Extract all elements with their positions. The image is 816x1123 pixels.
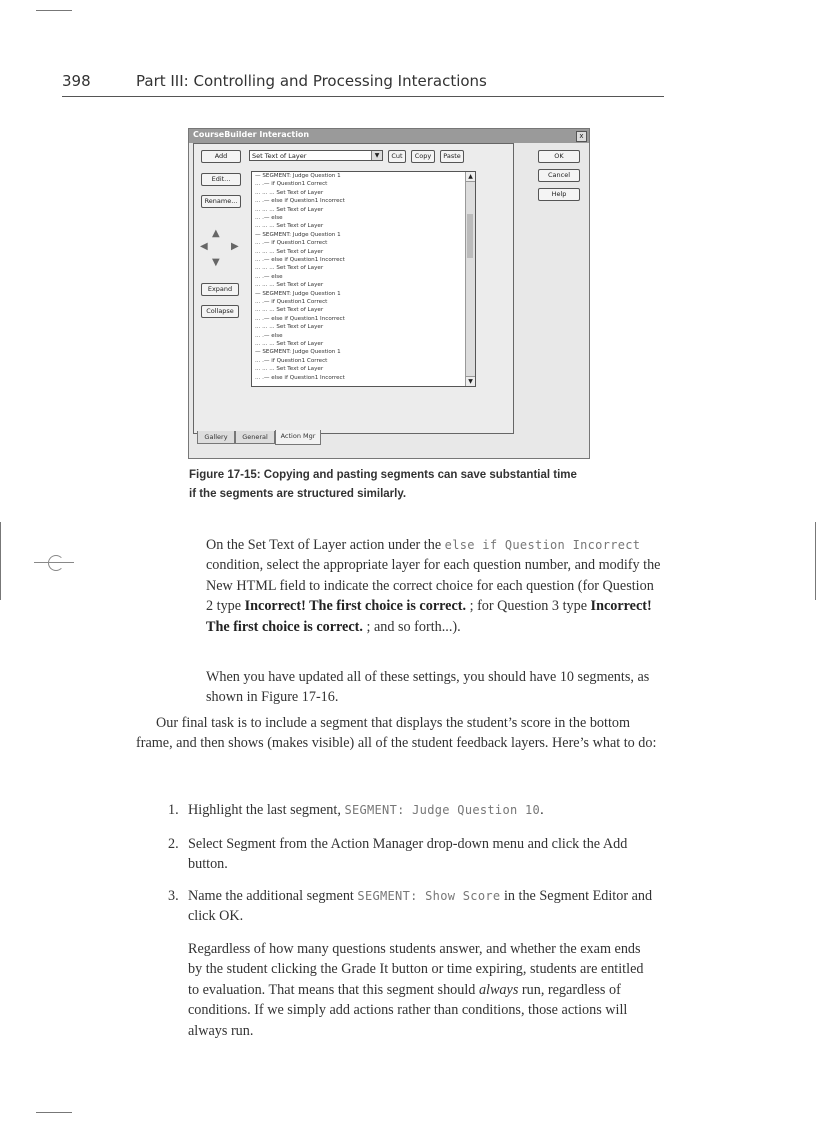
move-up-icon[interactable]: ▲ — [212, 228, 220, 239]
tree-row[interactable]: ... ... ... Set Text of Layer — [255, 248, 324, 255]
caption-line: if the segments are structured similarly. — [189, 488, 407, 500]
tree-row[interactable]: ... .— else if Question1 Incorrect — [255, 315, 345, 322]
step-text: Select Segment from the Action Manager drop-down menu and click the Add button. — [188, 836, 628, 873]
text-run: ; and so forth...). — [362, 618, 461, 635]
bold-run: Incorrect! The first choice is correct. — [206, 598, 652, 635]
code-run: else if Question Incorrect — [444, 538, 641, 552]
tree-row[interactable]: — SEGMENT: Judge Question 1 — [255, 349, 341, 356]
code-run: SEGMENT: Show Score — [357, 889, 501, 903]
help-button[interactable]: Help — [538, 188, 580, 201]
text-run: . — [540, 802, 544, 818]
caption-line: Figure 17-15: Copying and pasting segments can save substantial time — [189, 469, 577, 481]
body-paragraph: Our final task is to include a segment that displays the student’s score in the bottom frame, and then shows (makes visible) all of the student feedback layers. Here’s what to do: — [136, 715, 657, 752]
step-number: 1. — [168, 802, 179, 818]
list-item — [168, 834, 648, 873]
tab-general[interactable]: General — [235, 431, 275, 444]
tree-row[interactable]: ... .— else if Question1 Incorrect — [255, 198, 345, 205]
move-left-icon[interactable]: ◀ — [200, 241, 208, 252]
tree-row[interactable]: ... ... ... Set Text of Layer — [255, 324, 324, 331]
tree-row[interactable]: ... .— if Question1 Correct — [255, 357, 328, 364]
tree-row[interactable]: ... ... ... Set Text of Layer — [255, 366, 324, 373]
scroll-thumb[interactable] — [467, 214, 473, 258]
tree-scrollbar[interactable] — [465, 172, 475, 386]
list-item — [168, 886, 653, 925]
text-run: in the Segment Editor and click OK. — [188, 888, 653, 925]
tree-row[interactable]: ... .— else — [255, 273, 283, 280]
list-item — [168, 800, 648, 820]
expand-button[interactable]: Expand — [201, 283, 239, 296]
tree-row[interactable]: ... .— else — [255, 332, 283, 339]
page-number: 398 — [62, 72, 91, 90]
tree-row[interactable]: ... ... ... Set Text of Layer — [255, 206, 324, 213]
tab-action-mgr[interactable]: Action Mgr — [275, 430, 321, 445]
text-run: Highlight the last segment, — [188, 802, 345, 818]
tree-row[interactable]: — SEGMENT: Judge Question 1 — [255, 173, 341, 179]
tree-row[interactable]: ... ... ... Set Text of Layer — [255, 265, 324, 272]
scroll-up-icon[interactable]: ▲ — [466, 172, 475, 182]
text-run: condition, select the appropriate layer for each question number, and modify the New HTML field to indicate the correct choice for each question (for Question 2 type — [206, 557, 661, 615]
tree-row[interactable]: ... .— else if Question1 Incorrect — [255, 257, 345, 263]
tree-row[interactable]: ... ... ... Set Text of Layer — [255, 282, 324, 289]
coursebuilder-dialog — [188, 128, 590, 459]
italic-run: always — [478, 981, 519, 998]
action-select[interactable] — [249, 150, 383, 161]
cancel-button[interactable]: Cancel — [538, 169, 580, 182]
tree-row[interactable]: ... ... ... Set Text of Layer — [255, 307, 324, 314]
part-title: Part III: Controlling and Processing Interactions — [136, 72, 487, 90]
tab-gallery[interactable]: Gallery — [197, 431, 235, 444]
tree-row[interactable]: — SEGMENT: Judge Question 1 — [255, 231, 341, 238]
body-paragraph — [206, 535, 661, 637]
text-run: ; for Question 3 type — [466, 598, 591, 615]
ok-button[interactable]: OK — [538, 150, 580, 163]
cut-button[interactable]: Cut — [388, 150, 406, 163]
registration-mark — [34, 552, 74, 572]
move-right-icon[interactable]: ▶ — [231, 241, 239, 252]
close-icon[interactable]: x — [576, 131, 587, 142]
figure-caption — [189, 466, 609, 504]
text-run: run, regardless of conditions. If we simply add actions rather than conditions, those actions will always run. — [188, 981, 628, 1039]
edit-button[interactable]: Edit... — [201, 173, 241, 186]
collapse-button[interactable]: Collapse — [201, 305, 239, 318]
dialog-titlebar — [189, 129, 589, 143]
tree-row[interactable]: ... .— if Question1 Correct — [255, 181, 328, 188]
crop-mark — [36, 10, 72, 11]
action-select-value: Set Text of Layer — [252, 152, 307, 160]
tree-row[interactable]: ... ... ... Set Text of Layer — [255, 341, 324, 347]
tree-row[interactable]: ... ... ... Set Text of Layer — [255, 189, 324, 196]
step-number: 2. — [168, 836, 179, 852]
scroll-down-icon[interactable]: ▼ — [466, 376, 475, 386]
paste-button[interactable]: Paste — [440, 150, 464, 163]
text-run: Regardless of how many questions students answer, and whether the exam ends by the student clicking the Grade It button or time expiring, students are entitled to evaluation. That means that this segment should — [188, 941, 644, 998]
tree-row[interactable]: ... .— else — [255, 215, 283, 221]
crop-mark — [36, 1112, 72, 1113]
tree-row[interactable]: ... .— if Question1 Correct — [255, 299, 328, 305]
text-run: On the Set Text of Layer action under the — [206, 537, 445, 553]
tree-row[interactable]: ... .— if Question1 Correct — [255, 240, 328, 247]
copy-button[interactable]: Copy — [411, 150, 435, 163]
step-number: 3. — [168, 888, 179, 904]
body-paragraph — [188, 939, 658, 1041]
add-button[interactable]: Add — [201, 150, 241, 163]
bold-run: Incorrect! The first choice is correct. — [244, 598, 467, 615]
code-run: SEGMENT: Judge Question 10 — [344, 803, 541, 817]
dialog-title: CourseBuilder Interaction — [193, 130, 310, 139]
tree-row[interactable]: ... ... ... Set Text of Layer — [255, 223, 324, 230]
segment-tree[interactable] — [251, 171, 476, 387]
chevron-down-icon: ▼ — [371, 151, 382, 160]
body-paragraph: When you have updated all of these settings, you should have 10 segments, as shown in Figure 17-16. — [206, 669, 650, 706]
move-down-icon[interactable]: ▼ — [212, 257, 220, 268]
text-run: Name the additional segment — [188, 888, 358, 904]
tree-row[interactable]: ... .— else if Question1 Incorrect — [255, 374, 345, 381]
crop-mark — [0, 522, 1, 600]
rename-button[interactable]: Rename... — [201, 195, 241, 208]
tree-row[interactable]: — SEGMENT: Judge Question 1 — [255, 290, 341, 297]
running-header — [62, 72, 664, 97]
